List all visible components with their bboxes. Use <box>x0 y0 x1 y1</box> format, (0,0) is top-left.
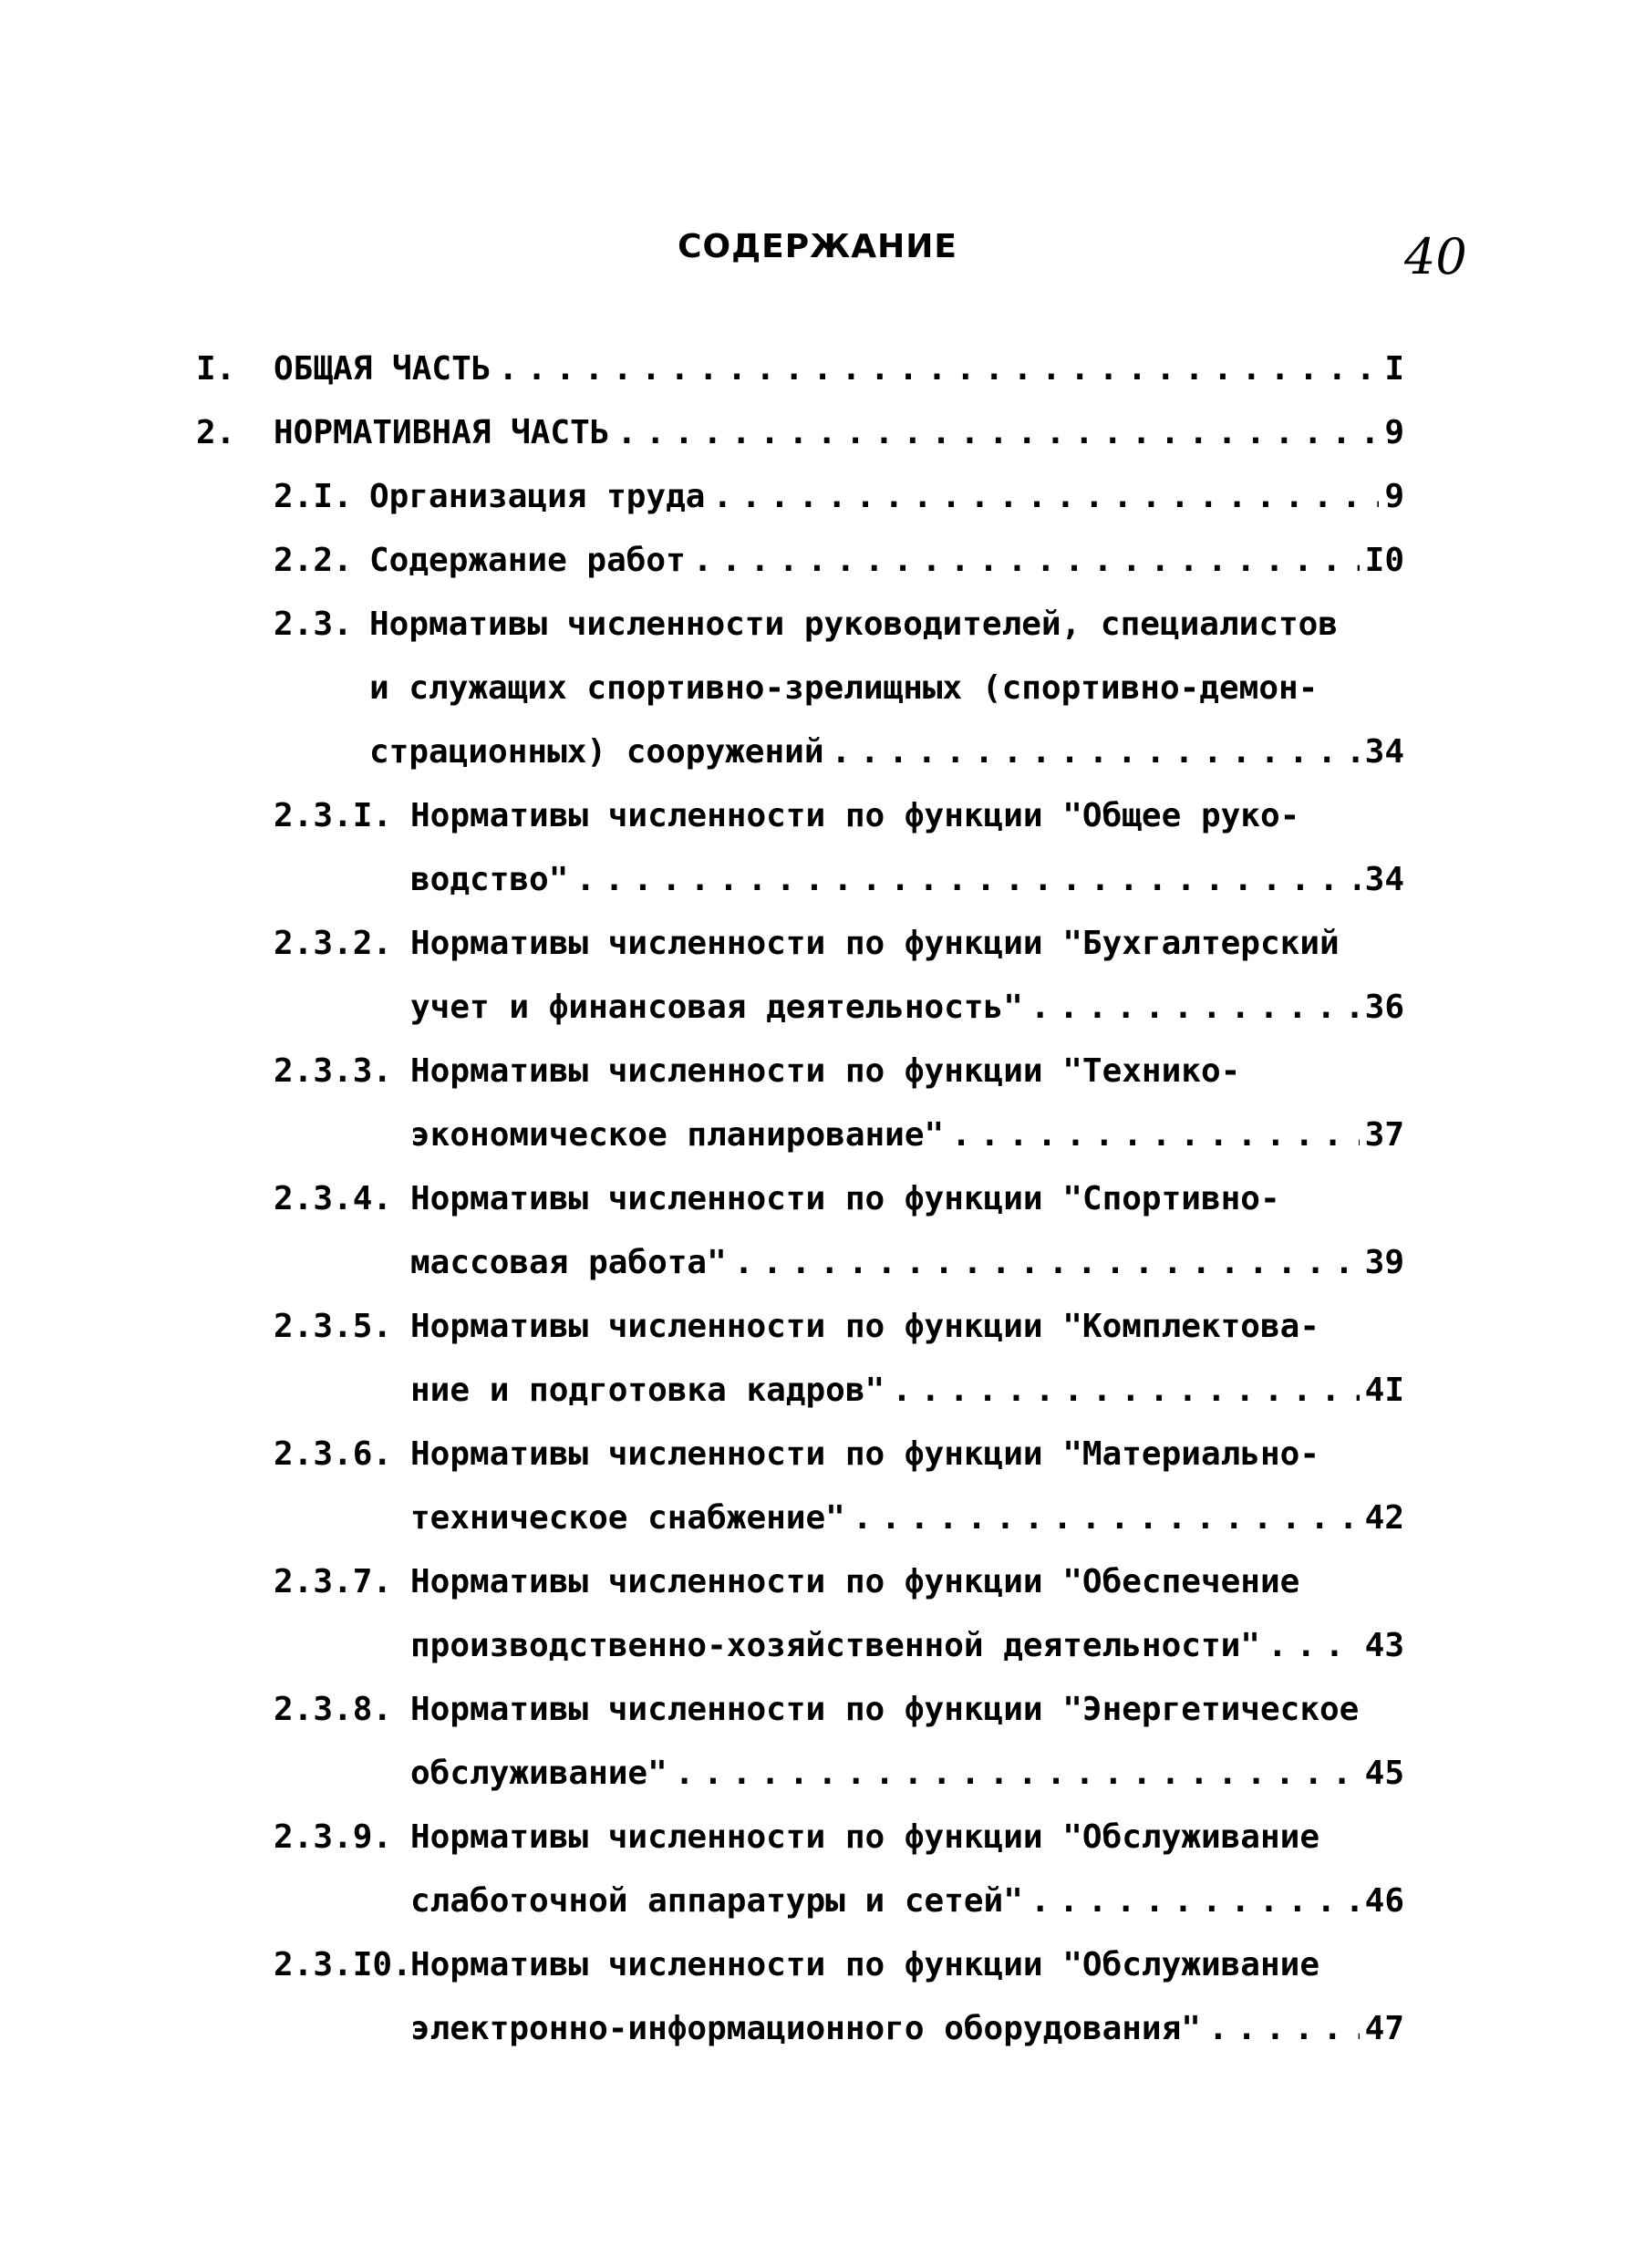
toc-entry-text: Нормативы численности по функции "Технико- <box>410 1052 1241 1090</box>
toc-entry-text: слаботочной аппаратуры и сетей" <box>410 1882 1023 1920</box>
toc-entry-text: Нормативы численности по функции "Энергетическое <box>410 1691 1360 1728</box>
page-title: СОДЕРЖАНИЕ <box>678 228 957 265</box>
dot-leader <box>1030 985 1360 1030</box>
toc-entry-page: 43 <box>1364 1627 1404 1664</box>
toc-entry-number: 2.3.2. <box>274 925 393 962</box>
toc-entry-text: техническое снабжение" <box>410 1499 845 1537</box>
toc-entry-last-line <box>410 1751 1404 1797</box>
toc-entry-number: 2.I. <box>274 478 353 515</box>
toc-entry-text: Нормативы численности по функции "Обслуживание <box>410 1818 1319 1856</box>
toc-entry-text: страционных) сооружений <box>369 733 824 771</box>
toc-entry-last-line <box>369 538 1404 584</box>
toc-entry-text: Нормативы численности по функции "Общее руко- <box>410 797 1300 834</box>
toc-entry-number: 2.3.6. <box>274 1435 393 1473</box>
toc-entry-page: 47 <box>1364 2010 1404 2047</box>
toc-entry-text: Нормативы численности по функции "Спортивно- <box>410 1180 1280 1217</box>
toc-entry-number: 2.3.8. <box>274 1691 393 1728</box>
toc-entry-last-line <box>274 410 1404 456</box>
toc-entry-number: I. <box>196 350 236 388</box>
toc-entry-text: обслуживание" <box>410 1755 667 1792</box>
dot-leader <box>693 538 1360 584</box>
toc-entry-last-line <box>410 1496 1404 1541</box>
toc-entry-number: 2.3.5. <box>274 1308 393 1345</box>
toc-entry-text: Содержание работ <box>369 542 686 579</box>
toc-entry-page: 39 <box>1364 1244 1404 1281</box>
toc-entry-page: 37 <box>1364 1116 1404 1154</box>
toc-entry-last-line <box>410 1240 1404 1286</box>
toc-entry-last-line <box>410 2006 1404 2052</box>
toc-entry-number: 2.3.9. <box>274 1818 393 1856</box>
dot-leader <box>1030 1879 1360 1924</box>
toc-entry-text: Нормативы численности руководителей, специалистов <box>369 606 1339 643</box>
toc-entry-page: 45 <box>1364 1755 1404 1792</box>
toc-entry-last-line <box>410 1623 1404 1669</box>
dot-leader <box>712 474 1379 520</box>
toc-entry-last-line <box>410 1368 1404 1414</box>
toc-entry-page: 9 <box>1384 414 1404 451</box>
toc-entry-text: массовая работа" <box>410 1244 727 1281</box>
toc-entry-last-line <box>410 1879 1404 1924</box>
toc-entry-text: водство" <box>410 861 569 898</box>
dot-leader <box>853 1496 1360 1541</box>
toc-entry-text: НОРМАТИВНАЯ ЧАСТЬ <box>274 414 610 451</box>
toc-entry-text: Нормативы численности по функции "Обслуживание <box>410 1946 1319 1983</box>
dot-leader <box>675 1751 1360 1797</box>
toc-entry-page: 34 <box>1364 861 1404 898</box>
toc-entry-text: учет и финансовая деятельность" <box>410 989 1023 1026</box>
toc-entry-number: 2.3.4. <box>274 1180 393 1217</box>
toc-entry-page: I0 <box>1364 542 1404 579</box>
toc-entry-last-line <box>410 1113 1404 1158</box>
toc-entry-text: ние и подготовка кадров" <box>410 1372 885 1409</box>
toc-entry-page: 42 <box>1364 1499 1404 1537</box>
dot-leader <box>734 1240 1360 1286</box>
toc-entry-number: 2.3. <box>274 606 353 643</box>
toc-entry-text: Нормативы численности по функции "Комплектова- <box>410 1308 1319 1345</box>
dot-leader <box>1268 1623 1360 1669</box>
toc-entry-last-line <box>274 347 1404 392</box>
dot-leader <box>832 730 1360 775</box>
dot-leader <box>616 410 1379 456</box>
toc-entry-last-line <box>410 857 1404 903</box>
dot-leader <box>498 347 1379 392</box>
dot-leader <box>951 1113 1359 1158</box>
toc-entry-number: 2.3.I. <box>274 797 393 834</box>
toc-entry-last-line <box>369 474 1404 520</box>
toc-entry-text: Нормативы численности по функции "Материально- <box>410 1435 1319 1473</box>
toc-entry-page: I <box>1384 350 1404 388</box>
dot-leader <box>575 857 1359 903</box>
toc-entry-text: производственно-хозяйственной деятельности" <box>410 1627 1260 1664</box>
toc-entry-text: электронно-информационного оборудования" <box>410 2010 1201 2047</box>
toc-entry-text: экономическое планирование" <box>410 1116 945 1154</box>
toc-entry-page: 9 <box>1384 478 1404 515</box>
toc-entry-text: Нормативы численности по функции "Бухгалтерский <box>410 925 1340 962</box>
toc-entry-number: 2. <box>196 414 236 451</box>
toc-entry-text: и служащих спортивно-зрелищных (спортивно-демон- <box>369 669 1319 707</box>
toc-entry-number: 2.3.7. <box>274 1563 393 1600</box>
toc-entry-number: 2.2. <box>274 542 353 579</box>
toc-entry-number: 2.3.3. <box>274 1052 393 1090</box>
toc-entry-last-line <box>369 730 1404 775</box>
dot-leader <box>892 1368 1359 1414</box>
toc-entry-text: ОБЩАЯ ЧАСТЬ <box>274 350 492 388</box>
toc-entry-page: 34 <box>1364 733 1404 771</box>
dot-leader <box>1208 2006 1360 2052</box>
toc-entry-text: Нормативы численности по функции "Обеспечение <box>410 1563 1300 1600</box>
toc-entry-last-line <box>410 985 1404 1030</box>
toc-entry-number: 2.3.I0. <box>274 1946 412 1983</box>
toc-entry-page: 4I <box>1364 1372 1404 1409</box>
handwritten-page-number: 40 <box>1404 228 1467 285</box>
toc-entry-text: Организация труда <box>369 478 706 515</box>
toc-entry-page: 46 <box>1364 1882 1404 1920</box>
toc-entry-page: 36 <box>1364 989 1404 1026</box>
